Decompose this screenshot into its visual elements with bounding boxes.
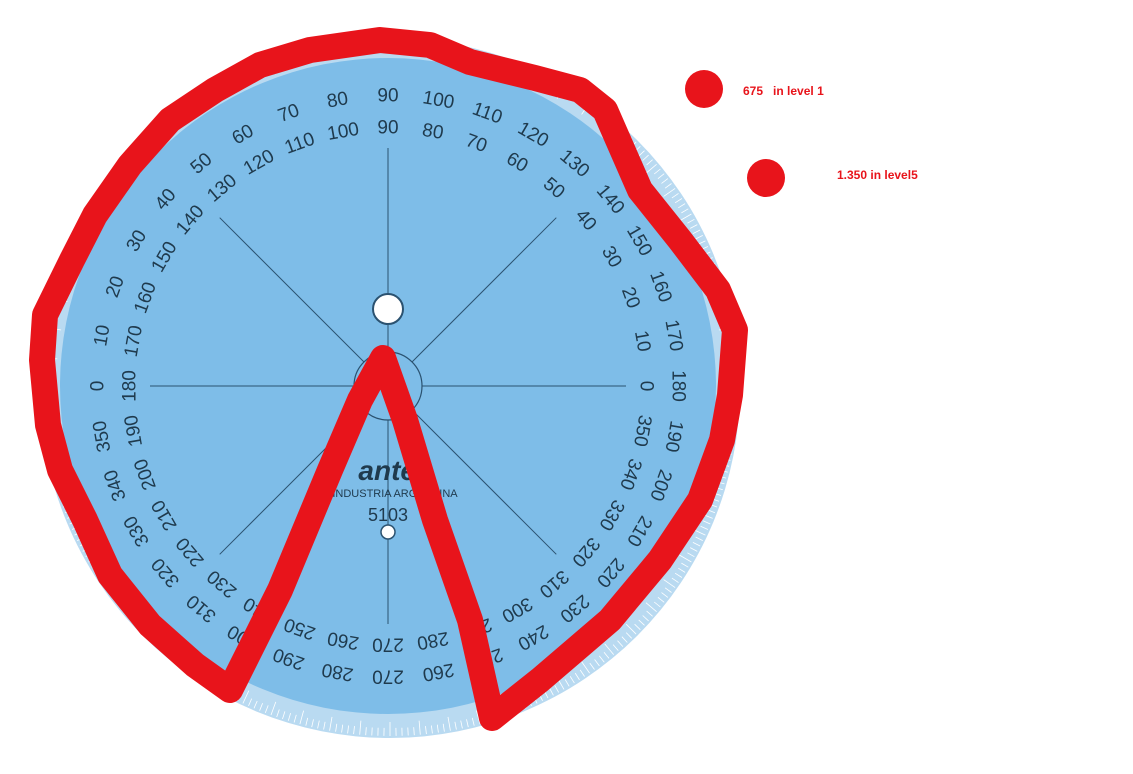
outer-scale-label-20: 200	[645, 466, 676, 504]
inner-scale-label-18: 0	[635, 380, 657, 392]
outer-scale-label-7: 70	[275, 100, 303, 127]
outer-scale-label-23: 230	[555, 589, 594, 627]
outer-scale-label-9: 90	[377, 85, 399, 107]
outer-scale-label-33: 330	[119, 512, 154, 550]
outer-scale-label-10: 100	[420, 87, 456, 114]
outer-scale-label-0: 0	[87, 380, 109, 392]
inner-scale-label-32: 220	[172, 532, 209, 571]
inner-scale-label-13: 50	[538, 173, 569, 204]
model-number: 5103	[367, 505, 409, 525]
inner-scale-label-16: 20	[616, 284, 644, 312]
outer-scale-label-22: 220	[591, 553, 629, 592]
outer-scale-label-35: 350	[89, 418, 116, 454]
brand-logo: antec	[358, 455, 432, 486]
legend-level5-value: 1.350	[837, 168, 868, 182]
outer-scale-label-16: 160	[645, 268, 676, 306]
outer-scale-label-27: 270	[372, 665, 404, 687]
outer-scale-label-14: 140	[591, 180, 629, 219]
outer-scale-label-21: 210	[622, 512, 657, 550]
outer-scale-label-11: 110	[469, 98, 506, 129]
inner-scale-label-23: 310	[534, 565, 573, 602]
outer-scale-label-6: 60	[228, 120, 258, 150]
outer-scale-label-5: 50	[186, 148, 217, 179]
upper-hole	[373, 294, 403, 324]
legend-level1	[743, 84, 824, 98]
outer-scale-label-19: 190	[660, 418, 687, 454]
inner-scale-label-30: 240	[240, 592, 278, 627]
outer-scale-label-34: 340	[100, 466, 131, 504]
inner-scale-label-17: 10	[629, 328, 655, 354]
origin-text: INDUSTRIA ARGENTINA	[332, 488, 458, 500]
outer-scale-label-29: 290	[270, 643, 308, 674]
inner-scale-label-0: 180	[119, 370, 141, 402]
inner-scale-label-7: 110	[281, 128, 318, 159]
inner-scale-label-21: 330	[594, 496, 629, 534]
outer-scale-label-28: 280	[320, 658, 356, 685]
inner-scale-label-34: 200	[130, 455, 161, 493]
outer-scale-label-2: 20	[102, 273, 129, 301]
inner-scale-label-3: 150	[147, 238, 182, 276]
inner-scale-label-11: 70	[462, 130, 490, 158]
inner-scale-label-5: 130	[203, 170, 242, 207]
inner-scale-label-15: 30	[597, 242, 626, 272]
outer-scale-label-30: 300	[224, 620, 262, 655]
outer-scale-label-26: 260	[420, 658, 456, 685]
inner-scale-label-29: 250	[281, 613, 319, 644]
inner-scale-label-25: 290	[457, 613, 495, 644]
inner-scale-label-20: 340	[615, 455, 646, 493]
inner-scale-label-24: 300	[498, 592, 536, 627]
inner-scale-label-27: 270	[372, 633, 404, 655]
inner-scale-label-8: 100	[325, 118, 361, 145]
legend-dot-level1	[685, 70, 723, 108]
outer-scale-label-17: 170	[660, 318, 687, 354]
outer-scale-label-32: 320	[147, 553, 185, 592]
outer-scale-label-3: 30	[122, 226, 152, 256]
legend-level5-caption: in level5	[870, 168, 918, 182]
inner-scale-label-6: 120	[240, 145, 278, 180]
outer-scale-label-8: 80	[325, 88, 350, 113]
inner-scale-label-28: 260	[325, 627, 361, 654]
inner-scale-label-12: 60	[502, 148, 532, 177]
lower-hole	[381, 525, 395, 539]
outer-scale-label-4: 40	[150, 184, 181, 215]
legend-level1-value: 675	[743, 84, 764, 98]
inner-scale-label-19: 350	[629, 413, 656, 449]
inner-scale-label-2: 160	[130, 279, 161, 317]
inner-scale-label-35: 190	[120, 413, 147, 449]
outer-scale-label-25: 250	[468, 643, 506, 674]
inner-scale-label-33: 210	[147, 496, 182, 534]
legend-level1-caption: in level 1	[773, 84, 824, 98]
outer-scale-label-24: 240	[514, 620, 552, 655]
outer-scale-label-18: 180	[667, 370, 689, 402]
inner-scale-label-14: 40	[570, 205, 601, 236]
outer-scale-label-1: 10	[90, 323, 115, 348]
inner-scale-label-10: 80	[420, 119, 446, 145]
inner-scale-label-9: 90	[377, 117, 399, 139]
inner-scale-label-31: 230	[203, 565, 242, 602]
inner-scale-label-26: 280	[415, 627, 451, 654]
outer-scale-label-31: 310	[182, 589, 221, 627]
legend-level5	[837, 168, 918, 182]
inner-scale-label-1: 170	[120, 323, 147, 359]
outer-scale-label-15: 150	[622, 222, 657, 260]
outer-scale-label-12: 120	[514, 117, 552, 152]
outer-scale-label-13: 130	[555, 145, 594, 183]
legend-dot-level5	[747, 159, 785, 197]
inner-scale-label-22: 320	[567, 532, 604, 571]
inner-scale-label-4: 140	[172, 201, 209, 240]
